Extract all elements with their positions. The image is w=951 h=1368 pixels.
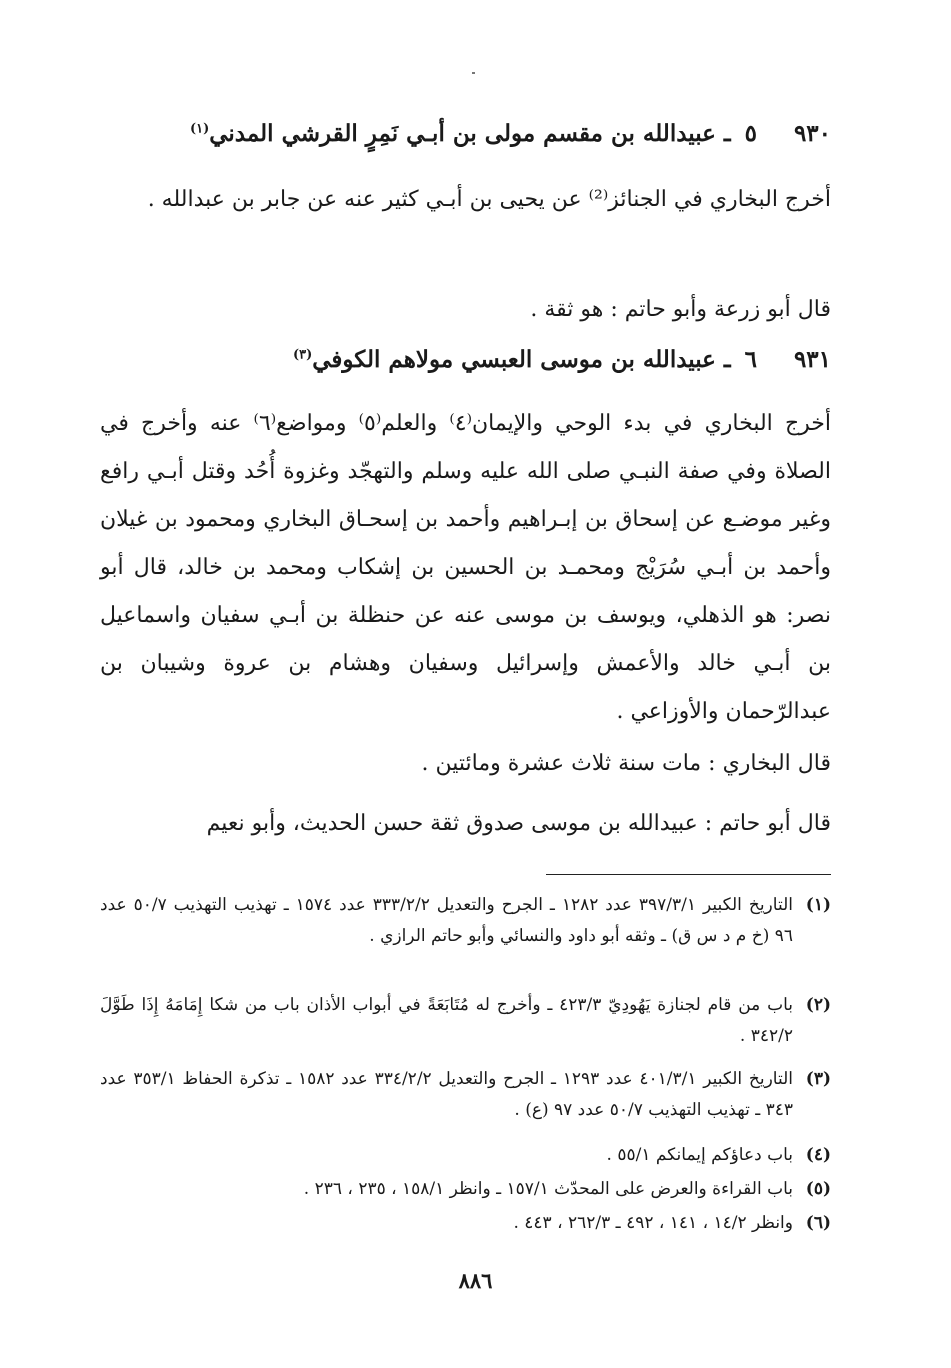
footnote [100, 1140, 831, 1171]
footnote-separator [546, 874, 831, 875]
entry-heading-931 [100, 346, 831, 373]
footnote [100, 1208, 831, 1239]
footnote-text: وانظر ١٤/٢ ، ١٤١ ، ٤٩٢ ـ ٢٦٢/٣ ، ٤٤٣ . [513, 1213, 793, 1233]
footnote [100, 990, 831, 1052]
entry-paragraph: أخرج البخاري في بدء الوحي والإيمان⁽٤⁾ والعلم⁽٥⁾ ومواضع⁽٦⁾ عنه وأخرج في الصلاة وفي صفة النبـي صلى الله عليه وسلم والتهجّد وغزوة أُحُد وقتل أبـي رافع وغير موضـع عن إسحاق بن إبـراهيم وأحمد بن إسحـاق البخاري ومحمود بن غيلان وأحمد بن أبـي سُرَيْج ومحمـد بن الحسين بن إشكاب ومحمد بن خالد، قال أبو نصر: هو الذهلي، ويوسف بن موسى عنه عن حنظلة بن أبـي سفيان واسماعيل بن أبـي خالد والأعمش وإسرائيل وسفيان وهشام بن عروة وشيبان بن عبدالرّحمان والأوزاعي . [100, 411, 831, 724]
entry-seq: ٦ [744, 346, 757, 373]
entry-number: ٩٣٠ [793, 120, 831, 147]
entry-paragraph: أخرج البخاري في الجنائز⁽²⁾ عن يحيى بن أبـي كثير عنه عن جابر بن عبدالله . [147, 187, 831, 212]
page-number: ٨٨٦ [458, 1268, 493, 1293]
footnote [100, 1064, 831, 1126]
page-speck [472, 72, 475, 74]
footnote-text: التاريخ الكبير ٣٩٧/٣/١ عدد ١٢٨٢ ـ الجرح والتعديل ٣٣٣/٢/٢ عدد ١٥٧٤ ـ تهذيب التهذيب ٥٠/٧ عدد ٩٦ (خ م د س ق) ـ وثقه أبو داود والنسائي وأبو حاتم الرازي . [100, 895, 793, 946]
footnote-mark: (٤) [805, 1145, 831, 1165]
entry-seq: ٥ [744, 120, 757, 147]
entry-name: ـ عبيدالله بن موسى العبسي مولاهم الكوفي [312, 346, 731, 373]
footnote-text: باب القراءة والعرض على المحدّث ١٥٧/١ ـ وانظر ١٥٨/١ ، ٢٣٥ ، ٢٣٦ . [303, 1179, 793, 1199]
footnote-text: التاريخ الكبير ٤٠١/٣/١ عدد ١٢٩٣ ـ الجرح والتعديل ٣٣٤/٢/٢ عدد ١٥٨٢ ـ تذكرة الحفاظ ٣٥٣/١ عدد ٣٤٣ ـ تهذيب التهذيب ٥٠/٧ عدد ٩٧ (ع) . [100, 1069, 793, 1120]
footnote [100, 890, 831, 952]
footnote-ref: (١) [189, 121, 210, 137]
footnote-mark: (٥) [805, 1179, 831, 1199]
entry-name: ـ عبيدالله بن مقسم مولى بن أبـي نَمِرٍ القرشي المدني [209, 120, 731, 147]
entry-heading-930 [100, 120, 831, 147]
entry-paragraph: قال البخاري : مات سنة ثلاث عشرة ومائتين . [421, 751, 831, 776]
footnote-text: باب من قام لجنازة يَهُودِيّ ٤٢٣/٣ ـ وأخرج له مُتَابَعَةً في أبواب الأذان باب من شكا إِمَامَهُ إِذَا طَوَّلَ ٣٤٢/٢ . [100, 995, 794, 1046]
footnote-ref: (٣) [292, 347, 313, 363]
footnote-mark: (٣) [805, 1069, 831, 1089]
entry-paragraph: قال أبو حاتم : عبيدالله بن موسى صدوق ثقة حسن الحديث، وأبو نعيم [206, 811, 831, 836]
footnote-text: باب دعاؤكم إيمانكم ٥٥/١ . [606, 1145, 793, 1165]
footnote-mark: (٢) [805, 995, 831, 1015]
entry-number: ٩٣١ [793, 346, 831, 373]
footnote-mark: (١) [805, 895, 831, 915]
entry-paragraph: قال أبو زرعة وأبو حاتم : هو ثقة . [530, 297, 831, 322]
footnote-mark: (٦) [805, 1213, 831, 1233]
footnote [100, 1174, 831, 1205]
